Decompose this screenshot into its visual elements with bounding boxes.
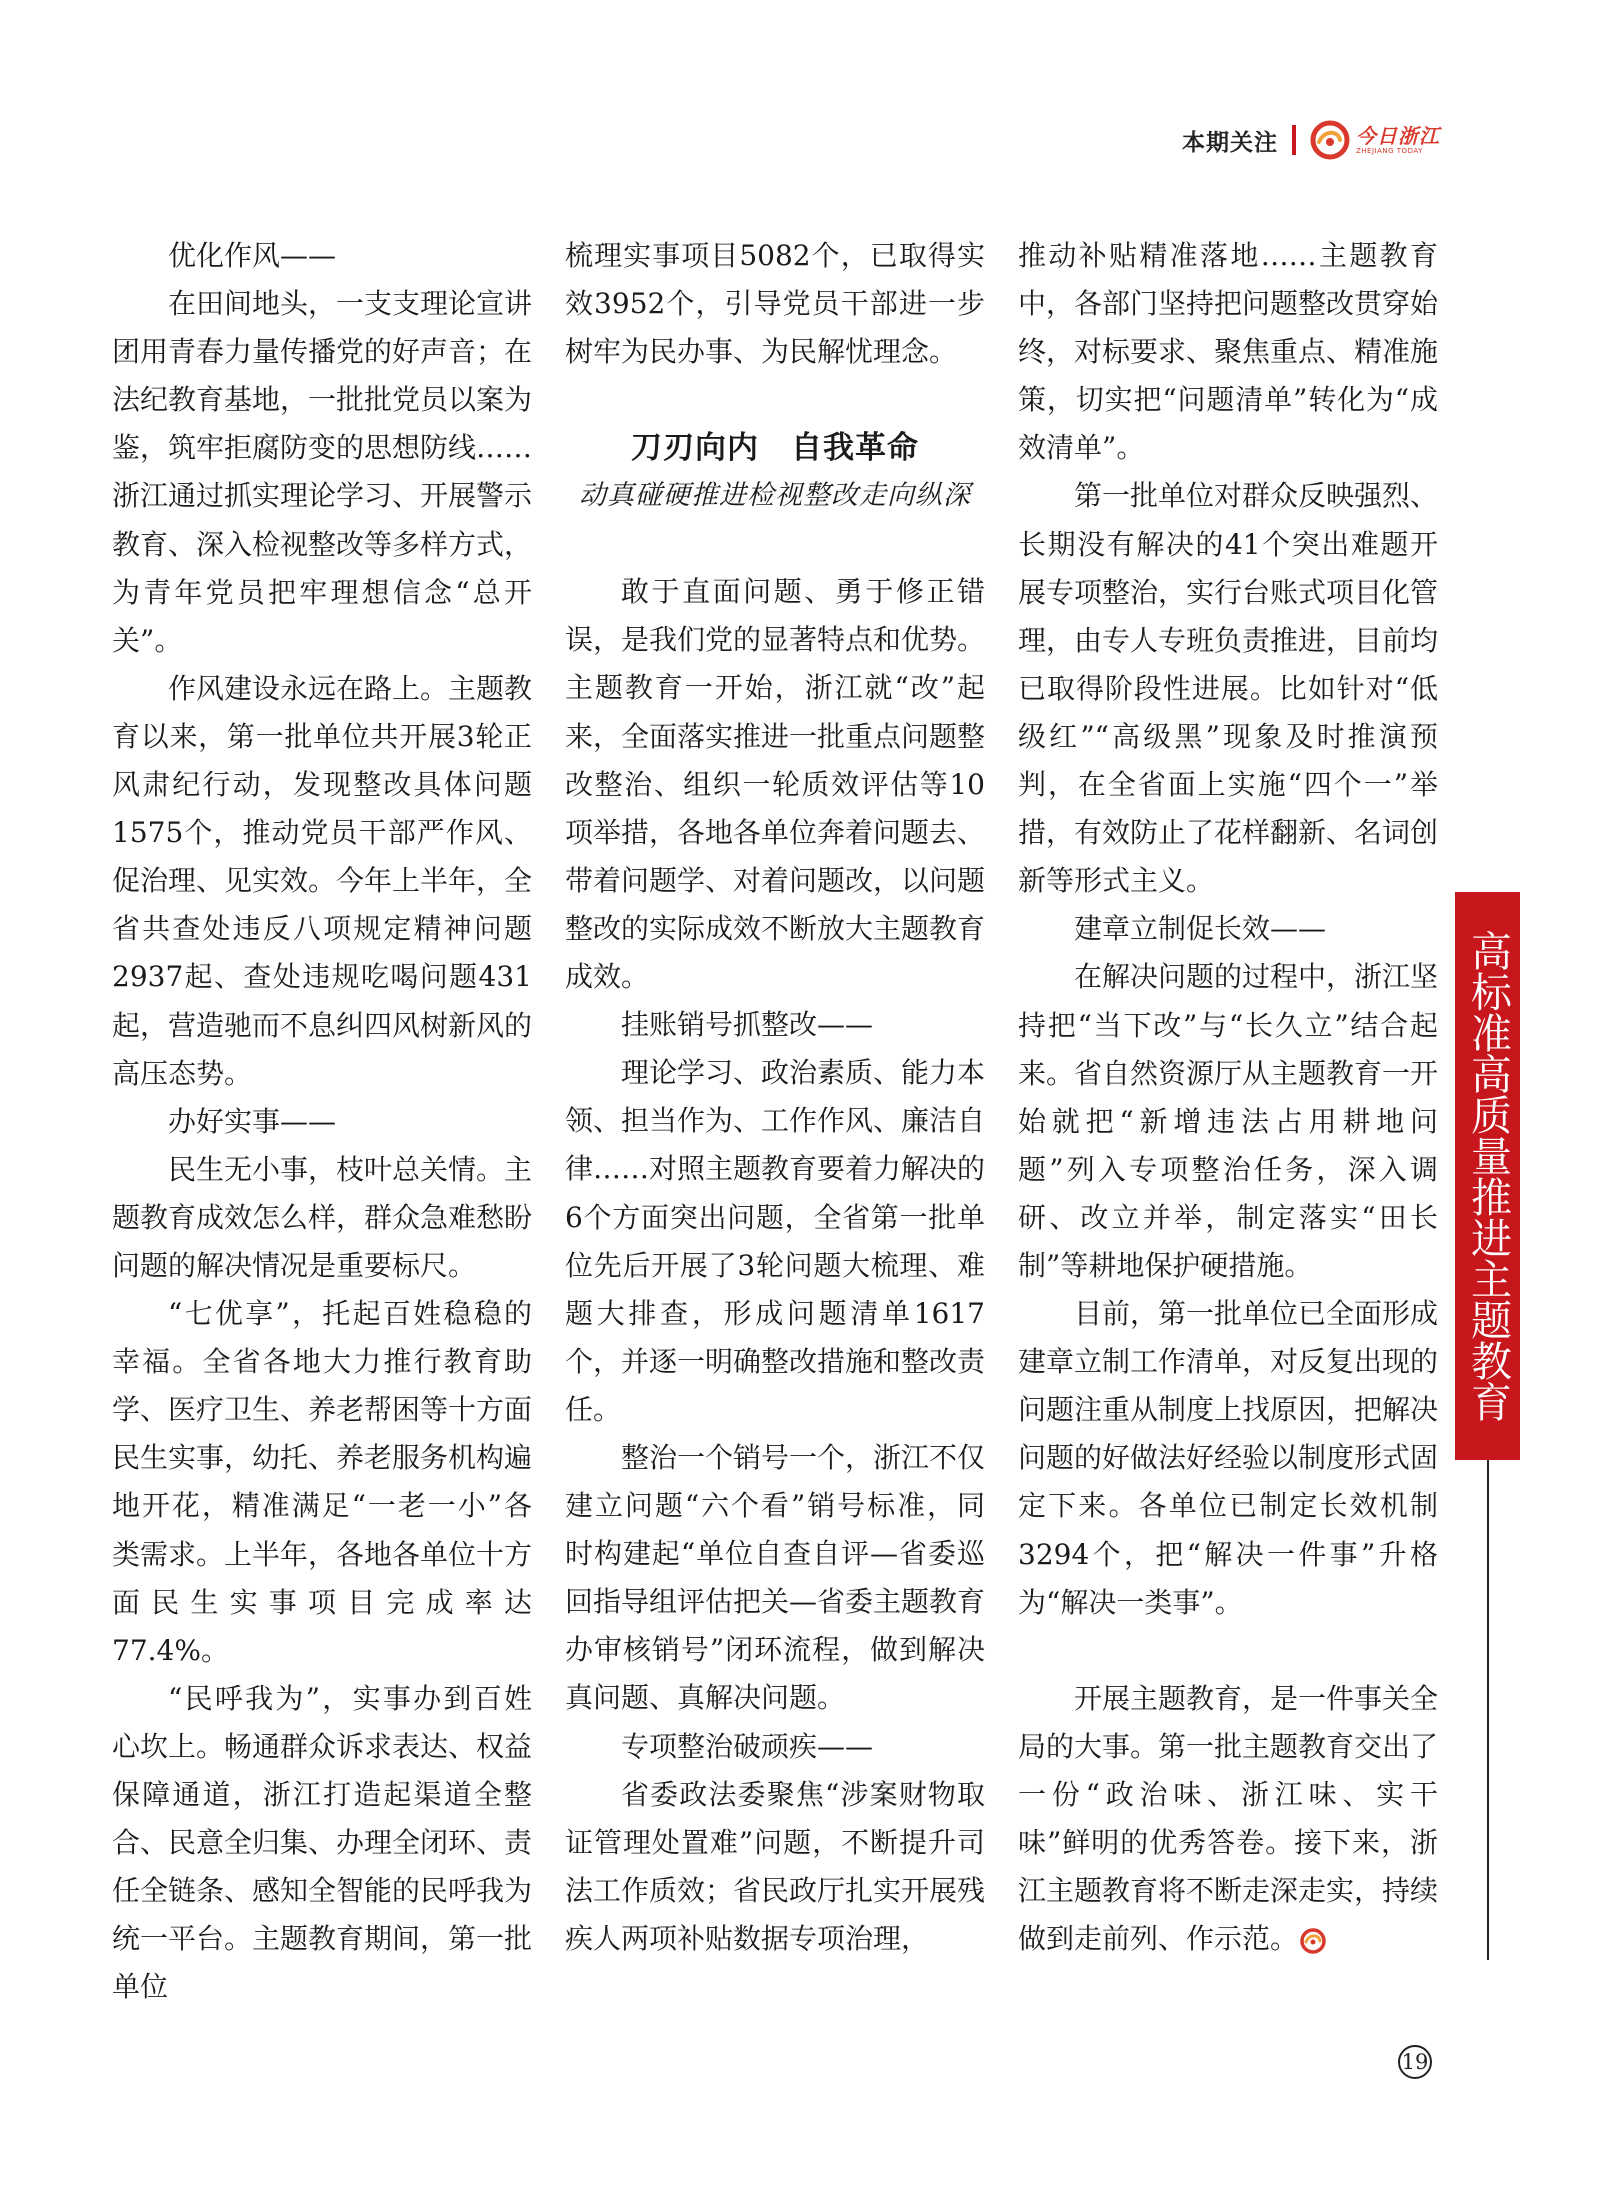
text-column-1: [112, 232, 532, 2011]
end-of-article-icon: [1300, 1928, 1326, 1954]
paragraph: 作风建设永远在路上。主题教育以来，第一批单位共开展3轮正风肃纪行动，发现整改具体问题1575个，推动党员干部严作风、促治理、见实效。今年上半年，全省共查处违反八项规定精神问题2937起、查处违规吃喝问题431起，营造驰而不息纠四风树新风的高压态势。: [112, 671, 533, 1090]
subheading-practical: 办好实事——: [168, 1104, 337, 1138]
logo-english-name: ZHEJIANG TODAY: [1356, 146, 1423, 155]
section-subtitle: 动真碰硬推进检视整改走向纵深: [579, 480, 971, 512]
text-column-3: [1018, 232, 1438, 1963]
page-number: 19: [1398, 2045, 1432, 2079]
paragraph-continued: 推动补贴精准落地……主题教育中，各部门坚持把问题整改贯穿始终，对标要求、聚焦重点、精准施策，切实把“问题清单”转化为“成效清单”。: [1018, 239, 1439, 465]
subheading-institution: 建章立制促长效——: [1074, 912, 1327, 946]
logo-swirl-icon: [1310, 120, 1350, 160]
paragraph: 第一批单位对群众反映强烈、长期没有解决的41个突出难题开展专项整治，实行台账式项目化管理，由专人专班负责推进，目前均已取得阶段性进展。比如针对“低级红”“高级黑”现象及时推演预判，在全省面上实施“四个一”举措，有效防止了花样翻新、名词创新等形式主义。: [1018, 479, 1439, 898]
paragraph: 在解决问题的过程中，浙江坚持把“当下改”与“长久立”结合起来。省自然资源厅从主题教育一开始就把“新增违法占用耕地问题”列入专项整治任务，深入调研、改立并举，制定落实“田长制”等耕地保护硬措施。: [1018, 960, 1439, 1282]
paragraph: “民呼我为”，实事办到百姓心坎上。畅通群众诉求表达、权益保障通道，浙江打造起渠道全整合、民意全归集、办理全闭环、责任全链条、感知全智能的民呼我为统一平台。主题教育期间，第一批单位: [112, 1681, 533, 2004]
paragraph: “七优享”，托起百姓稳稳的幸福。全省各地大力推行教育助学、医疗卫生、养老帮困等十方面民生实事，幼托、养老服务机构遍地开花，精准满足“一老一小”各类需求。上半年，各地各单位十方面民生实事项目完成率达77.4%。: [112, 1297, 533, 1667]
paragraph: 省委政法委聚焦“涉案财物取证管理处置难”问题，不断提升司法工作质效；省民政厅扎实开展残疾人两项补贴数据专项治理，: [565, 1777, 986, 1955]
paragraph: 敢于直面问题、勇于修正错误，是我们党的显著特点和优势。主题教育一开始，浙江就“改”起来，全面落实推进一批重点问题整改整治、组织一轮质效评估等10项举措，各地各单位奔着问题去、带着问题学、对着问题改，以问题整改的实际成效不断放大主题教育成效。: [565, 575, 986, 994]
paragraph: 目前，第一批单位已全面形成建章立制工作清单，对反复出现的问题注重从制度上找原因，把解决问题的好做法好经验以制度形式固定下来。各单位已制定长效机制3294个，把“解决一件事”升格为“解决一类事”。: [1018, 1297, 1439, 1619]
closing-paragraph: [1018, 1675, 1438, 1964]
section-label: 本期关注: [1182, 129, 1278, 156]
paragraph-gap: [1018, 1627, 1438, 1675]
magazine-logo: [1310, 120, 1440, 160]
side-banner: [1455, 892, 1520, 1460]
paragraph-continued: 梳理实事项目5082个，已取得实效3952个，引导党员干部进一步树牢为民办事、为民解忧理念。: [565, 239, 985, 369]
closing-text: 开展主题教育，是一件事关全局的大事。第一批主题教育交出了一份“政治味、浙江味、实干味”鲜明的优秀答卷。接下来，浙江主题教育将不断走深走实，持续做到走前列、作示范。: [1018, 1681, 1439, 1956]
subheading-style: 优化作风——: [168, 239, 337, 272]
side-banner-text: 高标准高质量推进主题教育: [1464, 930, 1512, 1422]
paragraph: 民生无小事，枝叶总关情。主题教育成效怎么样，群众急难愁盼问题的解决情况是重要标尺。: [112, 1152, 533, 1282]
section-title: 刀刃向内 自我革命: [631, 430, 919, 467]
text-column-2: [565, 232, 985, 1963]
paragraph: 理论学习、政治素质、能力本领、担当作为、工作作风、廉洁自律……对照主题教育要着力解决的6个方面突出问题，全省第一批单位先后开展了3轮问题大梳理、难题大排查，形成问题清单1617个，并逐一明确整改措施和整改责任。: [565, 1056, 986, 1426]
paragraph: 整治一个销号一个，浙江不仅建立问题“六个看”销号标准，同时构建起“单位自查自评—省委巡回指导组评估把关—省委主题教育办审核销号”闭环流程，做到解决真问题、真解决问题。: [565, 1440, 986, 1715]
logo-chinese-name: 今日浙江: [1356, 123, 1440, 148]
paragraph: 在田间地头，一支支理论宣讲团用青春力量传播党的好声音；在法纪教育基地，一批批党员以案为鉴，筑牢拒腐防变的思想防线……浙江通过抓实理论学习、开展警示教育、深入检视整改等多样方式，为青年党员把牢理想信念“总开关”。: [112, 287, 533, 657]
header-divider: [1292, 125, 1296, 155]
page-header: [1182, 118, 1440, 162]
subheading-rectification: 挂账销号抓整改——: [621, 1008, 874, 1042]
side-rule: [1487, 1460, 1489, 1960]
subheading-special-rectification: 专项整治破顽疾——: [621, 1729, 874, 1763]
